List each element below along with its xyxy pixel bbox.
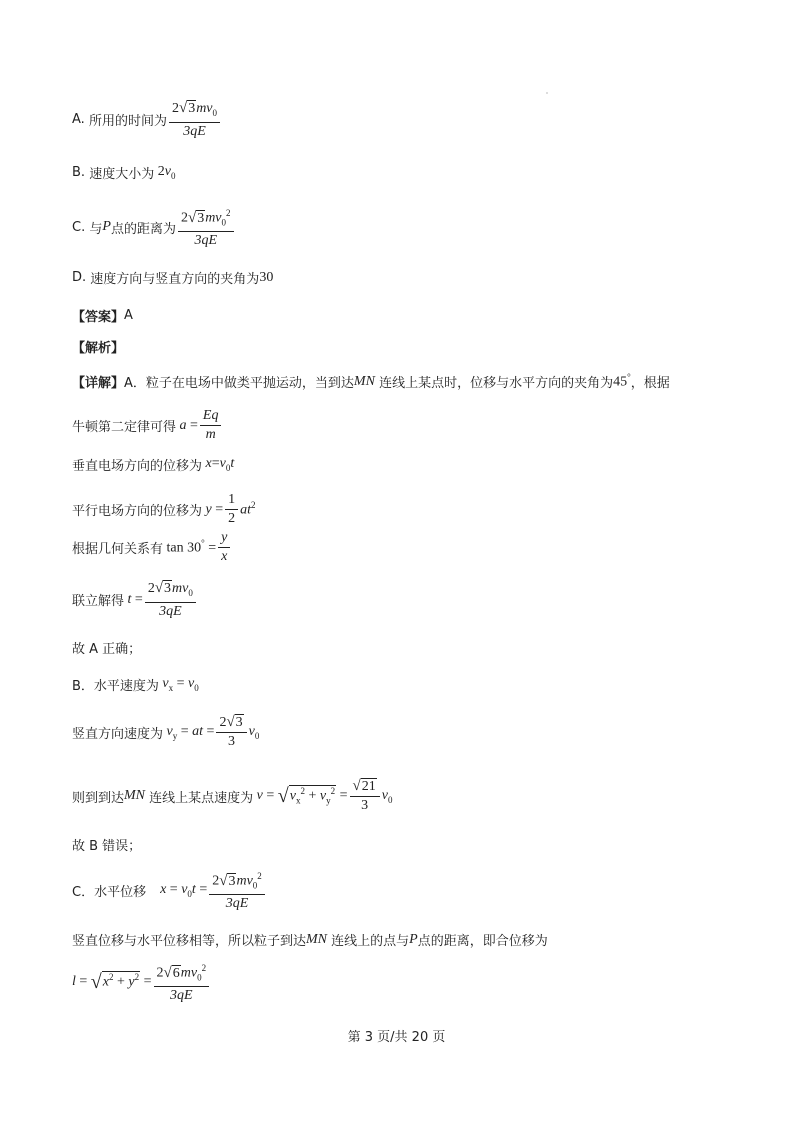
then-text1: 则到到达	[72, 790, 125, 806]
option-c-text1: 与	[89, 221, 103, 237]
speed-formula: √ 21 3	[350, 778, 380, 814]
vertical-line	[72, 455, 234, 474]
b-wrong: 故 B 错误；	[72, 839, 142, 854]
c-formula: 2 √ 3 $mv_0^2$ 3qE	[209, 868, 265, 912]
geometry-line: 根据几何关系有 tan 30° = $\frac{y}{x}$	[72, 530, 232, 565]
mn-label-3: MN	[306, 931, 328, 947]
parallel-text: 平行电场方向的位移为	[72, 504, 203, 519]
option-d-angle: 30	[259, 269, 274, 285]
newton-line: 牛顿第二定律可得 a = $\frac{Eq}{m}$	[72, 408, 223, 443]
detail-tag: 【详解】	[72, 376, 125, 391]
answer-line	[72, 306, 133, 325]
analysis-tag: 【解析】	[72, 341, 125, 356]
option-d	[72, 268, 273, 287]
option-b-formula: $2v_0$	[154, 164, 176, 181]
newton-text: 牛顿第二定律可得	[72, 420, 177, 435]
then-text2: 连线上某点速度为	[149, 790, 254, 806]
parallel-formula: y =	[202, 501, 224, 517]
analysis-line	[72, 337, 124, 356]
parallel-line: 平行电场方向的位移为 y = $\frac{1}{2}$ $at^2$	[72, 492, 256, 526]
c-text-line	[72, 930, 548, 949]
newton-formula: a =	[176, 417, 198, 433]
b-line	[72, 675, 199, 694]
angle-45: 45°	[613, 372, 631, 390]
c-text1: 竖直位移与水平位移相等，所以粒子到达	[72, 934, 307, 949]
a-correct: 故 A 正确；	[72, 642, 142, 657]
vx-formula: $v_x = v_0$	[158, 676, 199, 693]
solve-text: 联立解得	[72, 594, 125, 610]
option-a-label: A.	[72, 112, 85, 128]
detail-p1b: 连线上某点时，位移与水平方向的夹角为	[379, 376, 614, 391]
vy-formula: 2 √ 3 3	[216, 714, 246, 750]
answer-value: A	[124, 308, 133, 323]
c-text3: 点的距离，即合位移为	[417, 934, 548, 949]
option-c-text2: 点的距离为	[110, 221, 176, 237]
option-c-formula: 2 √ 3 $mv_0^2$ 3qE	[178, 205, 234, 249]
l-sqrt: √ $x^2 + y^2$	[90, 970, 140, 993]
mn-label-2: MN	[124, 788, 146, 803]
point-p: P	[102, 219, 111, 235]
option-b-text: 速度大小为	[89, 167, 155, 182]
point-p-2: P	[409, 931, 418, 947]
solve-line: 联立解得 t = 2 √ 3 $mv_0$ 3qE	[72, 580, 198, 620]
option-d-label: D.	[72, 270, 87, 285]
tan-30: tan 30° =	[166, 538, 217, 556]
a-correct-line	[72, 638, 141, 657]
detail-p1: A．粒子在电场中做类平抛运动，当到达	[124, 376, 354, 391]
detail-p1c: ，根据	[630, 376, 670, 391]
option-a-text: 所用的时间为	[88, 114, 167, 130]
l-formula: 2 √ 6 $mv_0^2$ 3qE	[154, 960, 210, 1004]
vy-text: 竖直方向速度为	[72, 726, 164, 742]
b-label: B．水平速度为	[72, 679, 159, 694]
option-c-label: C.	[72, 219, 86, 235]
speed-sqrt: √ $v_x^2 + v_y^2$	[277, 784, 336, 807]
vertical-text: 垂直电场方向的位移为	[72, 459, 203, 474]
option-a	[72, 100, 222, 140]
c-text2: 连线上的点与	[331, 934, 410, 949]
scan-speck	[546, 92, 548, 94]
option-b-label: B.	[72, 165, 86, 180]
c-line: C．水平位移 $x = v_0t$ = 2 √ 3 $mv_0^2$ 3qE	[72, 868, 267, 912]
speed-line: 则到到达 MN 连线上某点速度为 v = √ $v_x^2 + v_y^2$ = √ 21 3 $v_0$	[72, 778, 393, 813]
answer-tag: 【答案】	[72, 310, 125, 325]
vy-line: 竖直方向速度为 $v_y$ = at = 2 √ 3 3 $v_0$	[72, 714, 260, 749]
option-a-formula: 2 √ 3 $mv_0$ 3qE	[169, 100, 220, 140]
option-c	[72, 205, 236, 249]
detail-line-1	[72, 372, 670, 391]
option-d-text: 速度方向与竖直方向的夹角为	[90, 272, 260, 287]
c-label: C．水平位移	[72, 884, 147, 900]
vertical-formula: $x=v_0t$	[202, 456, 235, 473]
page-footer: 第 3 页/共 20 页	[347, 1030, 446, 1045]
mn-label: MN	[353, 373, 375, 389]
option-b	[72, 163, 175, 182]
geometry-text: 根据几何关系有	[72, 542, 164, 557]
b-wrong-line	[72, 835, 141, 854]
solve-formula: 2 √ 3 $mv_0$ 3qE	[145, 580, 196, 620]
l-line: l = √ $x^2 + y^2$ = 2 √ 6 $mv_0^2$ 3qE	[72, 960, 211, 1004]
